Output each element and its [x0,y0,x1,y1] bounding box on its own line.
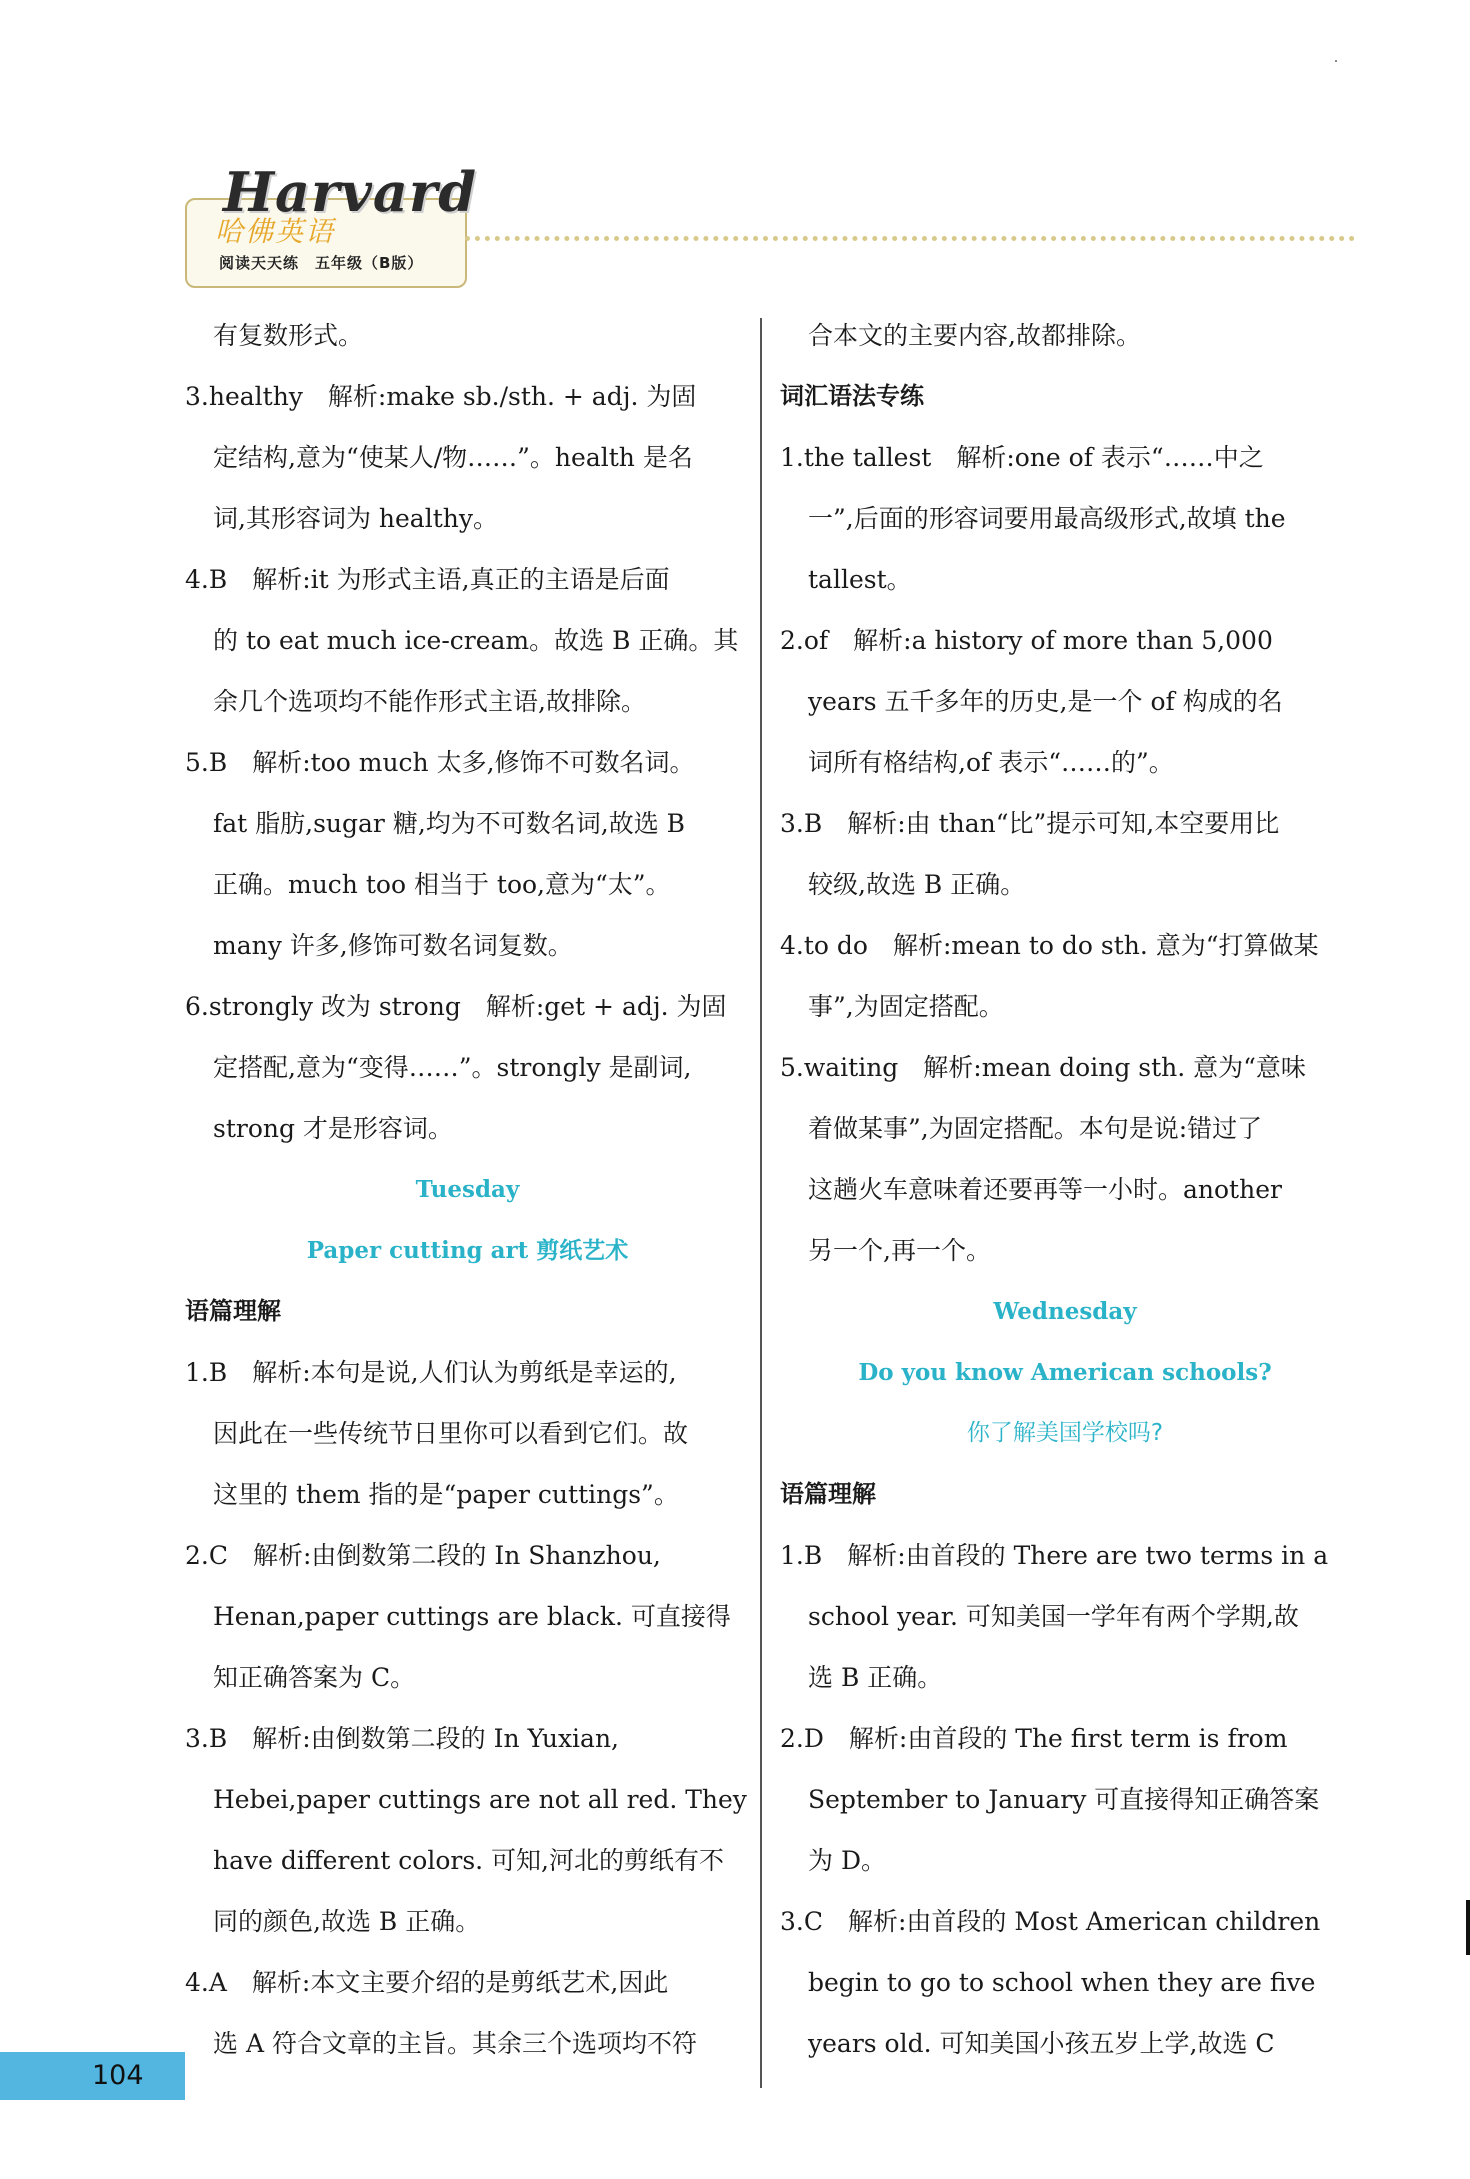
answer-line: 1.the tallest 解析:one of 表示“……中之 [780,443,1264,472]
brand-chinese: 哈佛英语 [215,215,336,248]
answer-line: 1.B 解析:由首段的 There are two terms in a [780,1541,1329,1570]
answer-line: 4.to do 解析:mean to do sth. 意为“打算做某 [780,931,1319,960]
text-line: 知正确答案为 C。 [213,1663,416,1692]
answer-line: 2.C 解析:由倒数第二段的 In Shanzhou, [185,1541,661,1570]
unit-title-chinese: 你了解美国学校吗? [966,1420,1164,1446]
answer-line: 3.B 解析:由 than“比”提示可知,本空要用比 [780,809,1280,838]
answer-line: 5.waiting 解析:mean doing sth. 意为“意味 [780,1053,1306,1082]
text-line: begin to go to school when they are five [808,1968,1316,1997]
text-line: 较级,故选 B 正确。 [808,870,1026,899]
text-line: September to January 可直接得知正确答案 [808,1785,1320,1814]
text-line: strong 才是形容词。 [213,1114,453,1143]
text-line: many 许多,修饰可数名词复数。 [213,931,573,960]
answer-line: 4.A 解析:本文主要介绍的是剪纸艺术,因此 [185,1968,669,1997]
page-number: 104 [0,2052,185,2100]
answer-line: 5.B 解析:too much 太多,修饰不可数名词。 [185,748,695,777]
text-line: 选 B 正确。 [808,1663,943,1692]
text-line: 事”,为固定搭配。 [808,992,1004,1021]
brand-title: Harvard [223,160,478,224]
header-dotted-rule [465,236,1355,241]
text-line: fat 脂肪,sugar 糖,均为不可数名词,故选 B [213,809,686,838]
text-line: 这趟火车意味着还要再等一小时。another [808,1175,1282,1204]
text-line: 着做某事”,为固定搭配。本句是说:错过了 [808,1114,1263,1143]
unit-title: Paper cutting art 剪纸艺术 [306,1237,629,1264]
text-line: 这里的 them 指的是“paper cuttings”。 [213,1480,679,1509]
right-column [780,305,1350,2074]
answer-line: 2.D 解析:由首段的 The first term is from [780,1724,1288,1753]
answer-line: 6.strongly 改为 strong 解析:get + adj. 为固 [185,992,727,1021]
answer-line: 2.of 解析:a history of more than 5,000 [780,626,1273,655]
text-line: 词,其形容词为 healthy。 [213,504,498,533]
text-line: 有复数形式。 [213,321,364,350]
answer-line: 3.C 解析:由首段的 Most American children [780,1907,1321,1936]
edge-mark [1466,1900,1470,1955]
answer-line: 3.B 解析:由倒数第二段的 In Yuxian, [185,1724,619,1753]
text-line: 的 to eat much ice-cream。故选 B 正确。其 [213,626,739,655]
text-line: 另一个,再一个。 [808,1236,991,1265]
text-line: 选 A 符合文章的主旨。其余三个选项均不符 [213,2029,697,2058]
text-line: 为 D。 [808,1846,886,1875]
unit-title: Do you know American schools? [858,1359,1272,1386]
text-line: 词所有格结构,of 表示“……的”。 [808,748,1174,777]
book-subtitle: 阅读天天练 五年级（B版） [219,254,424,272]
section-heading: 语篇理解 [780,1480,876,1508]
text-line: 定搭配,意为“变得……”。strongly 是副词, [213,1053,692,1082]
text-line: 因此在一些传统节日里你可以看到它们。故 [213,1419,689,1448]
section-heading: 语篇理解 [185,1297,281,1325]
text-line: 合本文的主要内容,故都排除。 [808,321,1141,350]
answer-line: 4.B 解析:it 为形式主语,真正的主语是后面 [185,565,670,594]
day-heading: Tuesday [415,1176,520,1203]
text-line: 同的颜色,故选 B 正确。 [213,1907,481,1936]
day-heading: Wednesday [993,1298,1137,1325]
text-line: Hebei,paper cuttings are not all red. They [213,1785,747,1814]
text-line: years old. 可知美国小孩五岁上学,故选 C [808,2029,1275,2058]
text-line: Henan,paper cuttings are black. 可直接得 [213,1602,731,1631]
text-line: 正确。much too 相当于 too,意为“太”。 [213,870,671,899]
column-divider [760,318,762,2088]
answer-line: 1.B 解析:本句是说,人们认为剪纸是幸运的, [185,1358,677,1387]
text-line: years 五千多年的历史,是一个 of 构成的名 [808,687,1283,716]
text-line: school year. 可知美国一学年有两个学期,故 [808,1602,1299,1631]
left-column [185,305,750,2074]
text-line: tallest。 [808,565,912,594]
section-heading: 词汇语法专练 [780,382,924,410]
text-line: have different colors. 可知,河北的剪纸有不 [213,1846,724,1875]
text-line: 一”,后面的形容词要用最高级形式,故填 the [808,504,1286,533]
page-header [185,160,1355,290]
text-line: 定结构,意为“使某人/物……”。health 是名 [213,443,693,472]
corner-mark [1335,60,1337,62]
text-line: 余几个选项均不能作形式主语,故排除。 [213,687,646,716]
answer-line: 3.healthy 解析:make sb./sth. + adj. 为固 [185,382,697,411]
